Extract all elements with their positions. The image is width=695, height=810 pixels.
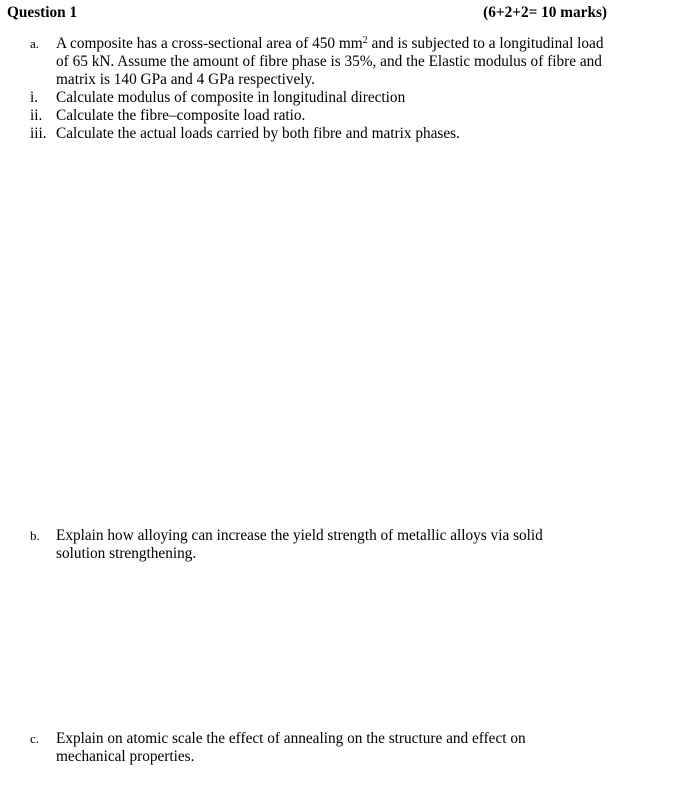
question-header [7,4,607,24]
subquestion-i-text: Calculate modulus of composite in longitudinal direction [56,89,406,106]
subquestion-iii-label: iii. [30,125,47,142]
subquestion-iii [30,125,620,143]
part-c [30,730,620,766]
part-c-text: Explain on atomic scale the effect of annealing on the structure and effect on mechanical properties. [56,730,526,765]
part-a [30,35,620,89]
subquestion-ii-text: Calculate the fibre–composite load ratio. [56,107,306,124]
subquestion-iii-text: Calculate the actual loads carried by both fibre and matrix phases. [56,125,460,142]
part-a-text [56,35,618,89]
part-a-label: a. [30,36,40,51]
part-c-label: c. [30,731,40,746]
subquestion-i [30,89,620,107]
part-a-text-start: A composite has a cross-sectional area of 450 mm [56,35,363,52]
part-b [30,527,620,563]
part-b-text: Explain how alloying can increase the yield strength of metallic alloys via solid solution strengthening. [56,527,543,562]
part-b-label: b. [30,528,40,543]
subquestion-ii-label: ii. [30,107,43,124]
superscript-2: 2 [362,35,368,46]
question-title: Question 1 [7,4,78,21]
part-a-text-end: and is subjected to a longitudinal load of 65 kN. Assume the amount of fibre phase is 35%, and the Elastic modulus of fibre and matrix is 140 GPa and 4 GPa respectively. [56,35,604,88]
subquestion-i-label: i. [30,89,39,106]
subquestion-ii [30,107,620,125]
question-marks: (6+2+2= 10 marks) [483,4,607,21]
